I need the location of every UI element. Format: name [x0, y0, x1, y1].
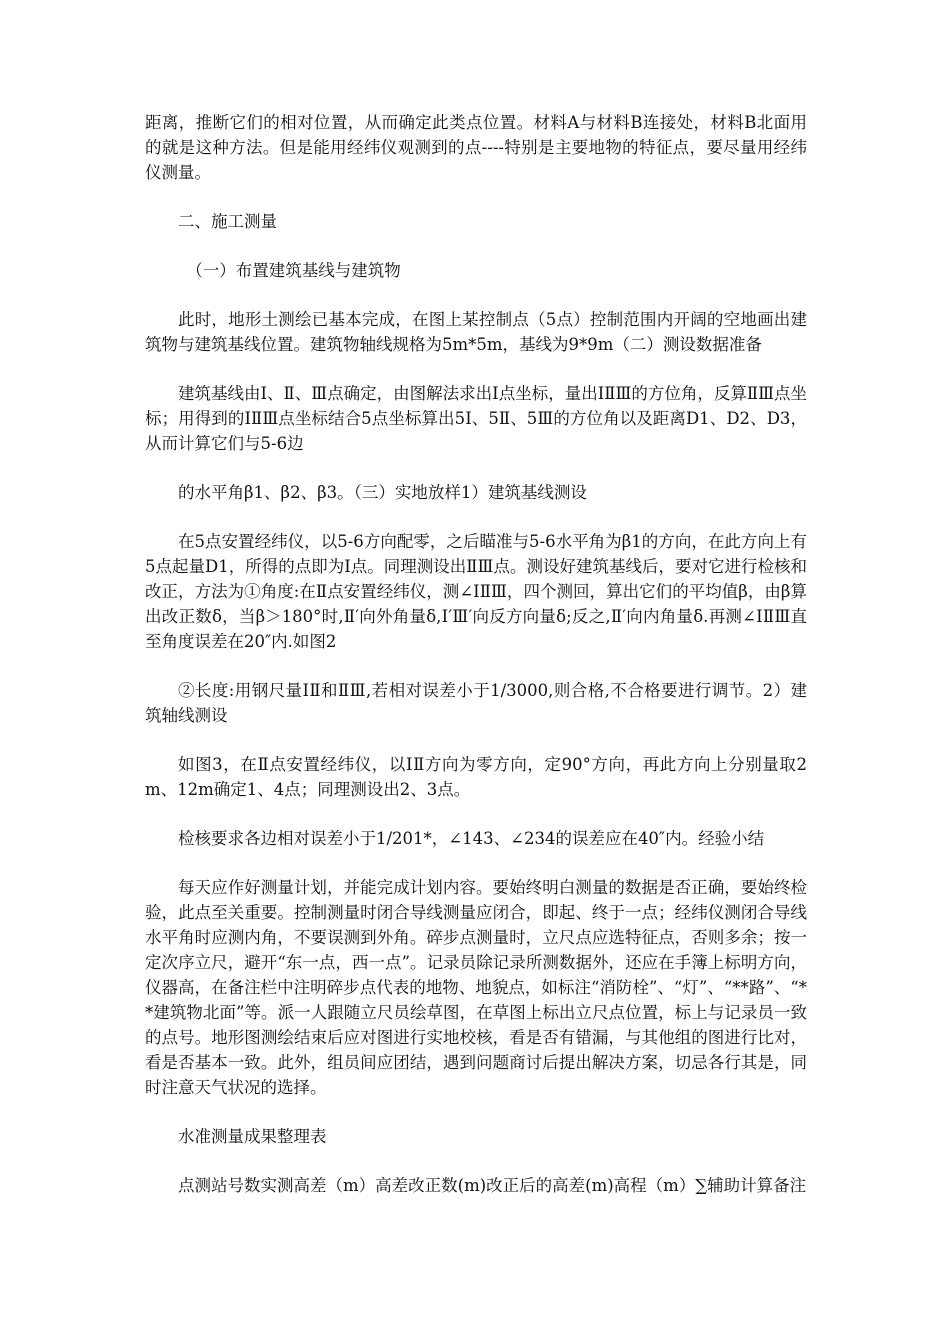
paragraph-theodolite-setup: 在5点安置经纬仪，以5-6方向配零，之后瞄准与5-6水平角为β1的方向，在此方向上有5点起量D1，所得的点即为Ⅰ点。同理测设出ⅡⅢ点。测设好建筑基线后，要对它进行检核和改正，方法为①角度:在Ⅱ点安置经纬仪，测∠ⅠⅡⅢ，四个测回，算出它们的平均值β，由β算出改正数δ，当β＞180°时,Ⅱ′向外角量δ,Ⅰ′Ⅲ′向反方向量δ;反之,Ⅱ′向内角量δ.再测∠ⅠⅡⅢ直至角度误差在20″内.如图2 [145, 532, 807, 651]
paragraph-intro: 距离，推断它们的相对位置，从而确定此类点位置。材料A与材料B连接处，材料B北面用的就是这种方法。但是能用经纬仪观测到的点----特别是主要地物的特征点，要尽量用经纬仪测量。 [145, 113, 807, 182]
paragraph-summary: 每天应作好测量计划，并能完成计划内容。要始终明白测量的数据是否正确，要始终检验，此点至关重要。控制测量时闭合导线测量应闭合，即起、终于一点；经纬仪测闭合导线水平角时应测内角，不要误测到外角。碎步点测量时，立尺点应选特征点，否则多余；按一定次序立尺，避开“东一点，西一点”。记录员除记录所测数据外，还应在手簿上标明方向，仪器高，在备注栏中注明碎步点代表的地物、地貌点，如标注“消防栓”、“灯”、“**路”、“**建筑物北面”等。派一人跟随立尺员绘草图，在草图上标出立尺点位置，标上与记录员一致的点号。地形图测绘结束后应对图进行实地校核，看是否有错漏，与其他组的图进行比对，看是否基本一致。此外，组员间应团结，遇到问题商讨后提出解决方案，切忌各行其是，同时注意天气状况的选择。 [145, 878, 807, 1097]
heading-leveling-table: 水准测量成果整理表 [178, 1127, 327, 1146]
paragraph-table-columns: 点测站号数实测高差（m）高差改正数(m)改正后的高差(m)高程（m）∑辅助计算备注 [178, 1176, 807, 1195]
document-page [145, 110, 807, 1222]
paragraph-horizontal-angles: 的水平角β1、β2、β3。（三）实地放样1）建筑基线测设 [178, 483, 587, 502]
paragraph-layout: 此时，地形土测绘已基本完成，在图上某控制点（5点）控制范围内开阔的空地画出建筑物与建筑基线位置。建筑物轴线规格为5m*5m，基线为9*9m（二）测设数据准备 [145, 310, 807, 354]
section-heading-construction-survey: 二、施工测量 [178, 212, 277, 231]
paragraph-axis-setting: 如图3，在Ⅱ点安置经纬仪，以ⅠⅡ方向为零方向，定90°方向，再此方向上分别量取2m、12m确定1、4点；同理测设出2、3点。 [145, 755, 807, 799]
paragraph-length-check: ②长度:用钢尺量ⅠⅡ和ⅡⅢ,若相对误差小于1/3000,则合格,不合格要进行调节。2）建筑轴线测设 [145, 681, 807, 725]
subheading-layout-baseline: （一）布置建筑基线与建筑物 [186, 261, 401, 280]
paragraph-check-requirements: 检核要求各边相对误差小于1/201*，∠143、∠234的误差应在40″内。经验小结 [178, 829, 765, 848]
paragraph-baseline-points: 建筑基线由Ⅰ、Ⅱ、Ⅲ点确定，由图解法求出Ⅰ点坐标，量出ⅠⅡⅢ的方位角，反算ⅡⅢ点坐标；用得到的ⅠⅡⅢ点坐标结合5点坐标算出5Ⅰ、5Ⅱ、5Ⅲ的方位角以及距离D1、D2、D3，从而计算它们与5-6边 [145, 384, 807, 453]
